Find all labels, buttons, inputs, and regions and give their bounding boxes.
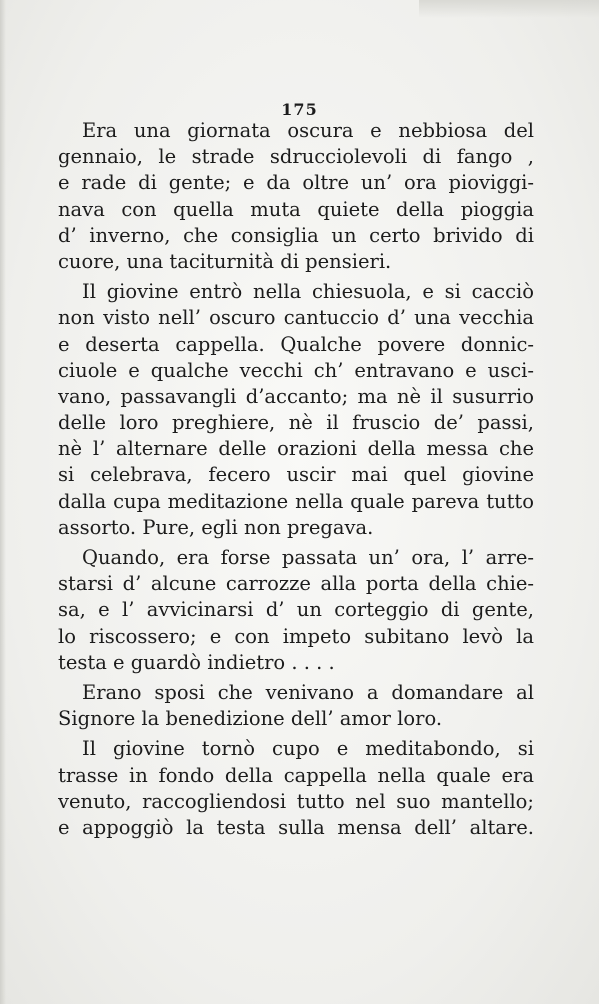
text-line: sa, e l’ avvicinarsi d’ un corteggio di gente, [58, 598, 534, 622]
text-line: trasse in fondo della cappella nella quale era [58, 763, 534, 787]
text-line: non visto nell’ oscuro cantuccio d’ una vecchia [58, 306, 534, 330]
text-line: starsi d’ alcune carrozze alla porta della chie- [58, 572, 534, 596]
text-line: nè l’ alternare delle orazioni della messa che [58, 437, 534, 461]
text-line: nava con quella muta quiete della pioggia [58, 197, 534, 221]
text-line: e rade di gente; e da oltre un’ ora pioviggi- [58, 171, 534, 195]
page-number: 175 [281, 100, 318, 119]
text-line: dalla cupa meditazione nella quale pareva tutto [58, 489, 534, 513]
text-line: si celebrava, fecero uscir mai quel giovine [58, 463, 534, 487]
text-line: Signore la benedizione dell’ amor loro. [58, 707, 443, 731]
text-line: e appoggiò la testa sulla mensa dell’ altare. [58, 815, 534, 839]
text-line: vano, passavangli d’accanto; ma nè il susurrio [58, 384, 534, 408]
text-line: d’ inverno, che consiglia un certo brivido di [58, 223, 534, 247]
body-text [58, 118, 534, 841]
text-line: Il giovine tornò cupo e meditabondo, si [82, 737, 534, 761]
text-line: venuto, raccogliendosi tutto nel suo mantello; [58, 789, 534, 813]
text-line: delle loro preghiere, nè il fruscio de’ passi, [58, 411, 534, 435]
text-line: gennaio, le strade sdrucciolevoli di fango , [58, 145, 534, 169]
page-top-smudge [419, 0, 599, 18]
text-line: ciuole e qualche vecchi ch’ entravano e usci- [58, 358, 534, 382]
text-line: assorto. Pure, egli non pregava. [58, 515, 374, 539]
text-line: Era una giornata oscura e nebbiosa del [82, 119, 534, 142]
text-line: lo riscossero; e con impeto subitano levò la [58, 624, 534, 648]
text-line: testa e guardò indietro . . . . [58, 650, 335, 674]
text-line: cuore, una taciturnità di pensieri. [58, 249, 392, 273]
text-line: Erano sposi che venivano a domandare al [82, 680, 534, 704]
text-line: Il giovine entrò nella chiesuola, e si cacciò [82, 280, 534, 304]
text-line: Quando, era forse passata un’ ora, l’ arre- [82, 546, 534, 569]
page-edge-shadow [0, 0, 6, 1004]
text-line: e deserta cappella. Qualche povere donnic- [58, 332, 534, 356]
